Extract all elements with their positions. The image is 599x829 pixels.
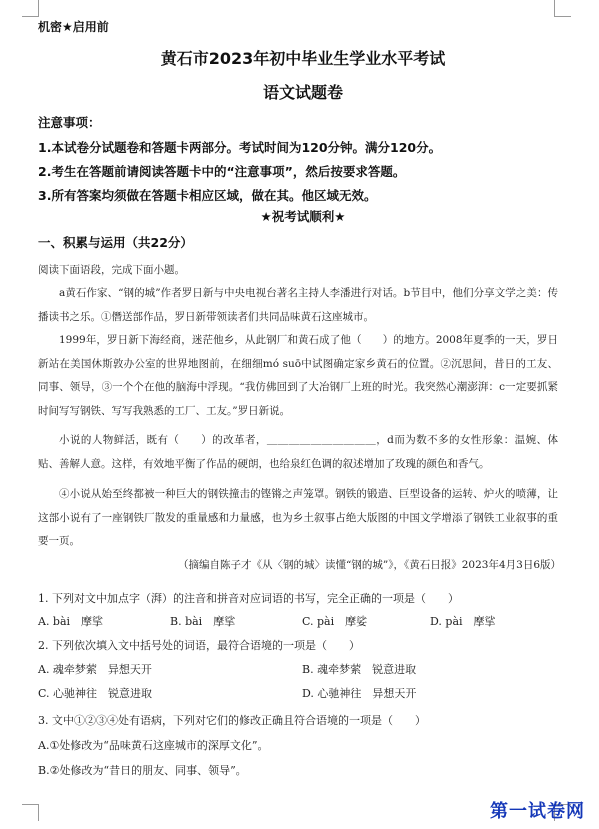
q1-option-d[interactable]: D. pài 摩挲 [430, 615, 496, 628]
good-luck-line: ★祝考试顺利★ [260, 209, 346, 224]
passage-paragraph-1: a黄石作家、“钢的城”作者罗日新与中央电视台著名主持人李潘进行对话。b节目中，他们分享文学之美：传播读书之乐。①僭送部作品，罗日新带领读者们共同品味黄石这座城市。 [38, 287, 558, 323]
question-1-stem: 1. 下列对文中加点字（湃）的注音和拼音对应词语的书写，完全正确的一项是（ ） [38, 592, 459, 605]
question-3-stem: 3. 文中①②③④处有语病，下列对它们的修改正确且符合语境的一项是（ ） [38, 714, 426, 727]
reading-instruction: 阅读下面语段，完成下面小题。 [38, 264, 185, 276]
passage-paragraph-2: 1999年，罗日新下海经商，迷茫他乡，从此钢厂和黄石成了他（ ）的地方。2008年夏季的一天，罗日新站在美国休斯敦办公室的世界地图前，在细细mó suō中试图确定家乡黄石的位置。②沉思间，昔日的工友、同事、领导，③一个个在他的脑海中浮现。“我仿佛回到了大冶钢厂上班的时光。我突然心潮澎湃：c一定要抓紧时间写写钢铁、写写我熟悉的工厂、工友。”罗日新说。 [38, 334, 558, 417]
crop-mark-top-right [554, 0, 571, 17]
passage-source: （摘编自陈子才《从〈钢的城〉读懂“钢的城”》，《黄石日报》2023年4月3日6版） [178, 559, 561, 571]
exam-title: 黄石市2023年初中毕业生学业水平考试 [160, 49, 446, 68]
question-2-stem: 2. 下列依次填入文中括号处的词语，最符合语境的一项是（ ） [38, 639, 360, 652]
section-heading: 一、积累与运用（共22分） [38, 235, 193, 250]
notice-item-1: 1.本试卷分试题卷和答题卡两部分。考试时间为120分钟。满分120分。 [38, 140, 442, 155]
q2-option-d[interactable]: D. 心驰神往 异想天开 [302, 687, 417, 700]
confidential-label: 机密★启用前 [38, 20, 109, 34]
notice-item-2: 2.考生在答题前请阅读答题卡中的“注意事项”，然后按要求答题。 [38, 164, 406, 179]
paper-subtitle: 语文试题卷 [262, 83, 343, 102]
q3-option-b[interactable]: B.②处修改为“昔日的朋友、同事、领导”。 [38, 764, 247, 777]
passage-paragraph-4: ④小说从始至终都被一种巨大的钢铁撞击的铿锵之声笼罩。钢铁的锻造、巨型设备的运转、炉火的喷薄，让这部小说有了一座钢铁厂散发的重量感和力量感，也为乡土叙事占绝大版图的中国文学增添了钢铁工业叙事的重要一页。 [38, 488, 558, 547]
crop-mark-bottom-left [22, 804, 39, 821]
notice-item-3: 3.所有答案均须做在答题卡相应区域，做在其。他区域无效。 [38, 188, 377, 203]
q1-option-c[interactable]: C. pài 摩娑 [302, 615, 368, 628]
q1-option-b[interactable]: B. bài 摩挲 [170, 615, 236, 628]
q3-option-a[interactable]: A.①处修改为“品味黄石这座城市的深厚文化”。 [38, 739, 269, 752]
q2-option-a[interactable]: A. 魂牵梦萦 异想天开 [38, 663, 152, 676]
notice-heading: 注意事项： [38, 115, 101, 130]
q2-option-c[interactable]: C. 心驰神往 锐意进取 [38, 687, 153, 700]
site-watermark: 第一试卷网 [490, 801, 585, 822]
q2-option-b[interactable]: B. 魂牵梦萦 锐意进取 [302, 663, 417, 676]
q1-option-a[interactable]: A. bài 摩挲 [38, 615, 104, 628]
crop-mark-top-left [22, 0, 39, 17]
passage-paragraph-3: 小说的人物鲜活，既有（ ）的改革者，＿＿＿＿＿＿＿＿＿＿，d而为数不多的女性形象：温婉、体贴、善解人意。这样，有效地平衡了作品的硬朗，也给泉红色调的叙述增加了玫瑰的颜色和香气。 [38, 434, 558, 470]
